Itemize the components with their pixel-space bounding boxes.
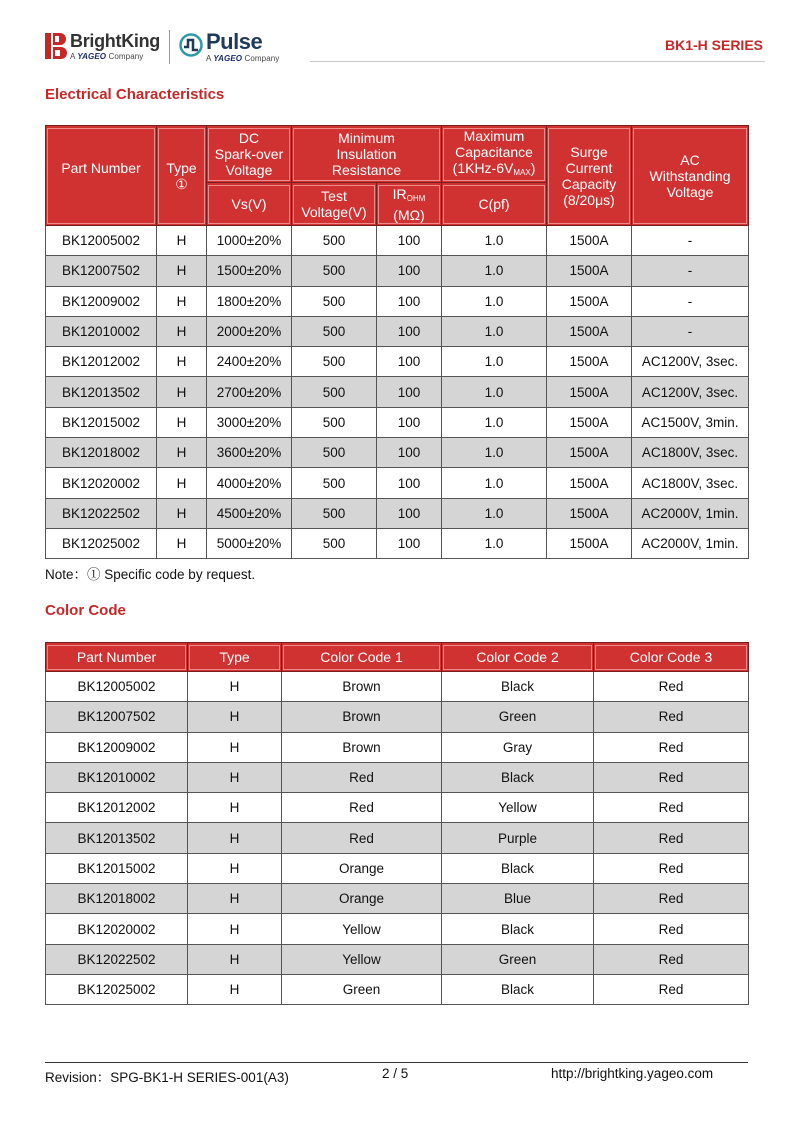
- header-rule: [310, 61, 765, 62]
- cell-part-number: BK12010002: [46, 316, 157, 346]
- cell-part-number: BK12018002: [46, 884, 188, 914]
- brightking-name: BrightKing: [70, 31, 160, 51]
- cell-color-code-3: Red: [594, 823, 749, 853]
- cell-color-code-3: Red: [594, 853, 749, 883]
- cell-ac-withstanding: -: [632, 256, 749, 286]
- cell-color-code-2: Blue: [442, 884, 594, 914]
- cell-ac-withstanding: AC1200V, 3sec.: [632, 347, 749, 377]
- col-header-type: [188, 643, 282, 672]
- table-row: [46, 823, 749, 853]
- col-header-color-code-1: [282, 643, 442, 672]
- cell-color-code-1: Red: [282, 823, 442, 853]
- cell-test-voltage: 500: [292, 377, 377, 407]
- cell-color-code-2: Yellow: [442, 793, 594, 823]
- cell-capacitance: 1.0: [442, 377, 547, 407]
- cell-test-voltage: 500: [292, 438, 377, 468]
- col-header-color-code-3: [594, 643, 749, 672]
- cell-surge-current: 1500A: [547, 316, 632, 346]
- col-header-color-code-2: [442, 643, 594, 672]
- table-row: [46, 347, 749, 377]
- cell-type: H: [188, 823, 282, 853]
- table-row: [46, 316, 749, 346]
- col-header-test-voltage: Test Voltage(V): [292, 183, 377, 226]
- cell-type: H: [188, 793, 282, 823]
- col-header-part-number: Part Number: [46, 126, 157, 226]
- cell-type: H: [157, 498, 207, 528]
- cell-part-number: BK12013502: [46, 377, 157, 407]
- cell-color-code-2: Black: [442, 974, 594, 1004]
- cell-ac-withstanding: AC1500V, 3min.: [632, 407, 749, 437]
- cell-spark-over-voltage: 1500±20%: [207, 256, 292, 286]
- brightking-tagline: A YAGEO Company: [70, 52, 144, 61]
- cell-insulation-resistance: 100: [377, 407, 442, 437]
- table-row: [46, 914, 749, 944]
- series-title: BK1-H SERIES: [664, 37, 763, 53]
- cell-surge-current: 1500A: [547, 438, 632, 468]
- cell-color-code-3: Red: [594, 793, 749, 823]
- cell-spark-over-voltage: 2700±20%: [207, 377, 292, 407]
- cell-type: H: [157, 226, 207, 256]
- cell-part-number: BK12025002: [46, 974, 188, 1004]
- cell-color-code-2: Black: [442, 672, 594, 702]
- cell-type: H: [188, 974, 282, 1004]
- cell-capacitance: 1.0: [442, 528, 547, 558]
- cell-ac-withstanding: AC1200V, 3sec.: [632, 377, 749, 407]
- cell-surge-current: 1500A: [547, 528, 632, 558]
- color-code-table: [45, 642, 749, 1005]
- cell-surge-current: 1500A: [547, 377, 632, 407]
- cell-color-code-1: Red: [282, 762, 442, 792]
- cell-ac-withstanding: -: [632, 226, 749, 256]
- cell-test-voltage: 500: [292, 468, 377, 498]
- brightking-mark-icon: [45, 33, 67, 59]
- col-header-part-number: [46, 643, 188, 672]
- cell-capacitance: 1.0: [442, 256, 547, 286]
- electrical-table: [45, 125, 749, 559]
- cell-test-voltage: 500: [292, 256, 377, 286]
- table-row: [46, 468, 749, 498]
- cell-spark-over-voltage: 1000±20%: [207, 226, 292, 256]
- cell-insulation-resistance: 100: [377, 347, 442, 377]
- pulse-logo: [179, 30, 279, 63]
- col-header-label: Color Code 3: [595, 645, 747, 670]
- cell-ac-withstanding: AC2000V, 1min.: [632, 498, 749, 528]
- cell-part-number: BK12022502: [46, 498, 157, 528]
- electrical-table-body: [46, 226, 749, 559]
- cell-test-voltage: 500: [292, 407, 377, 437]
- cell-test-voltage: 500: [292, 286, 377, 316]
- cell-color-code-2: Green: [442, 702, 594, 732]
- col-header-capacitance: Maximum Capacitance $(1KHz-6V_{MAX})$: [442, 126, 547, 183]
- col-header-cap-unit: C(pf): [442, 183, 547, 226]
- footer-url: http://brightking.yageo.com: [551, 1066, 714, 1081]
- cell-ac-withstanding: -: [632, 316, 749, 346]
- table-row: [46, 762, 749, 792]
- cell-part-number: BK12018002: [46, 438, 157, 468]
- cell-type: H: [157, 438, 207, 468]
- cell-part-number: BK12005002: [46, 672, 188, 702]
- cell-type: H: [157, 377, 207, 407]
- cell-spark-over-voltage: 4500±20%: [207, 498, 292, 528]
- cell-color-code-3: Red: [594, 702, 749, 732]
- cell-test-voltage: 500: [292, 316, 377, 346]
- cell-part-number: BK12007502: [46, 702, 188, 732]
- cell-type: H: [157, 316, 207, 346]
- cell-type: H: [188, 914, 282, 944]
- cell-type: H: [157, 256, 207, 286]
- page-header: [45, 28, 765, 68]
- table-row: [46, 732, 749, 762]
- cell-part-number: BK12020002: [46, 468, 157, 498]
- table-row: [46, 672, 749, 702]
- cell-surge-current: 1500A: [547, 468, 632, 498]
- col-header-vs-unit: Vs(V): [207, 183, 292, 226]
- cell-surge-current: 1500A: [547, 407, 632, 437]
- cell-ac-withstanding: AC2000V, 1min.: [632, 528, 749, 558]
- cell-insulation-resistance: 100: [377, 438, 442, 468]
- cell-type: H: [188, 732, 282, 762]
- cell-type: H: [188, 702, 282, 732]
- cell-insulation-resistance: 100: [377, 316, 442, 346]
- cell-spark-over-voltage: 3600±20%: [207, 438, 292, 468]
- cell-color-code-1: Orange: [282, 853, 442, 883]
- cell-part-number: BK12009002: [46, 286, 157, 316]
- cell-color-code-2: Black: [442, 762, 594, 792]
- cell-test-voltage: 500: [292, 347, 377, 377]
- cell-part-number: BK12015002: [46, 853, 188, 883]
- cell-color-code-3: Red: [594, 974, 749, 1004]
- table-row: [46, 702, 749, 732]
- table-row: [46, 256, 749, 286]
- cell-color-code-1: Red: [282, 793, 442, 823]
- cell-part-number: BK12005002: [46, 226, 157, 256]
- cell-spark-over-voltage: 2400±20%: [207, 347, 292, 377]
- cell-type: H: [188, 853, 282, 883]
- electrical-section-title: Electrical Characteristics: [45, 86, 225, 103]
- cell-part-number: BK12012002: [46, 347, 157, 377]
- col-header-label: Color Code 2: [443, 645, 592, 670]
- cell-spark-over-voltage: 1800±20%: [207, 286, 292, 316]
- col-header-dc-spark-over: DC Spark-over Voltage: [207, 126, 292, 183]
- cell-color-code-1: Brown: [282, 672, 442, 702]
- cell-test-voltage: 500: [292, 498, 377, 528]
- footer-revision: Revision：SPG-BK1-H SERIES-001(A3): [45, 1070, 289, 1085]
- brand-logos: [45, 30, 279, 64]
- cell-surge-current: 1500A: [547, 256, 632, 286]
- cell-insulation-resistance: 100: [377, 498, 442, 528]
- cell-color-code-2: Gray: [442, 732, 594, 762]
- color-code-table-body: [46, 672, 749, 1005]
- table-row: [46, 498, 749, 528]
- cell-color-code-3: Red: [594, 672, 749, 702]
- cell-type: H: [157, 468, 207, 498]
- cell-color-code-3: Red: [594, 732, 749, 762]
- cell-spark-over-voltage: 5000±20%: [207, 528, 292, 558]
- cell-part-number: BK12010002: [46, 762, 188, 792]
- cell-color-code-1: Brown: [282, 702, 442, 732]
- table-row: [46, 974, 749, 1004]
- cell-insulation-resistance: 100: [377, 256, 442, 286]
- cell-test-voltage: 500: [292, 528, 377, 558]
- cell-capacitance: 1.0: [442, 407, 547, 437]
- cell-color-code-1: Brown: [282, 732, 442, 762]
- table-row: [46, 286, 749, 316]
- cell-capacitance: 1.0: [442, 438, 547, 468]
- table-row: [46, 226, 749, 256]
- cell-part-number: BK12022502: [46, 944, 188, 974]
- col-header-ac-withstanding: AC Withstanding Voltage: [632, 126, 749, 226]
- cell-type: H: [157, 347, 207, 377]
- cell-surge-current: 1500A: [547, 226, 632, 256]
- cell-surge-current: 1500A: [547, 498, 632, 528]
- cell-type: H: [188, 762, 282, 792]
- cell-color-code-2: Purple: [442, 823, 594, 853]
- col-header-label: Type: [189, 645, 280, 670]
- cell-insulation-resistance: 100: [377, 286, 442, 316]
- cell-surge-current: 1500A: [547, 286, 632, 316]
- col-header-surge-current: Surge Current Capacity (8/20μs): [547, 126, 632, 226]
- logo-divider: [169, 30, 170, 64]
- cell-ac-withstanding: AC1800V, 3sec.: [632, 468, 749, 498]
- cell-part-number: BK12009002: [46, 732, 188, 762]
- col-header-insulation-resistance: Minimum Insulation Resistance: [292, 126, 442, 183]
- cell-part-number: BK12012002: [46, 793, 188, 823]
- cell-spark-over-voltage: 3000±20%: [207, 407, 292, 437]
- table-row: [46, 407, 749, 437]
- pulse-tagline: A YAGEO Company: [205, 54, 280, 63]
- cell-capacitance: 1.0: [442, 468, 547, 498]
- cell-insulation-resistance: 100: [377, 377, 442, 407]
- table-row: [46, 944, 749, 974]
- cell-capacitance: 1.0: [442, 226, 547, 256]
- cell-color-code-2: Black: [442, 914, 594, 944]
- table-row: [46, 438, 749, 468]
- cell-capacitance: 1.0: [442, 286, 547, 316]
- cell-surge-current: 1500A: [547, 347, 632, 377]
- cell-capacitance: 1.0: [442, 347, 547, 377]
- cell-type: H: [157, 528, 207, 558]
- cell-spark-over-voltage: 2000±20%: [207, 316, 292, 346]
- cell-part-number: BK12020002: [46, 914, 188, 944]
- table-row: [46, 377, 749, 407]
- cell-color-code-3: Red: [594, 914, 749, 944]
- cell-color-code-2: Green: [442, 944, 594, 974]
- cell-part-number: BK12013502: [46, 823, 188, 853]
- cell-test-voltage: 500: [292, 226, 377, 256]
- pulse-name: Pulse: [205, 29, 263, 54]
- cell-part-number: BK12007502: [46, 256, 157, 286]
- cell-color-code-1: Green: [282, 974, 442, 1004]
- cell-insulation-resistance: 100: [377, 468, 442, 498]
- cell-type: H: [188, 944, 282, 974]
- cell-color-code-3: Red: [594, 762, 749, 792]
- color-code-header-row: [46, 643, 749, 672]
- cell-ac-withstanding: -: [632, 286, 749, 316]
- cell-color-code-1: Yellow: [282, 944, 442, 974]
- cell-capacitance: 1.0: [442, 498, 547, 528]
- cell-type: H: [188, 672, 282, 702]
- table-row: [46, 853, 749, 883]
- footnote: Note：① Specific code by request.: [45, 567, 256, 582]
- table-row: [46, 884, 749, 914]
- table-row: [46, 793, 749, 823]
- col-header-label: Part Number: [47, 645, 186, 670]
- col-header-ir-ohm: $IR_{OHM}$ (MΩ): [377, 183, 442, 226]
- pulse-mark-icon: [179, 33, 203, 57]
- cell-color-code-3: Red: [594, 944, 749, 974]
- cell-ac-withstanding: AC1800V, 3sec.: [632, 438, 749, 468]
- cell-color-code-2: Black: [442, 853, 594, 883]
- cell-type: H: [157, 286, 207, 316]
- color-code-section-title: Color Code: [45, 602, 126, 619]
- cell-insulation-resistance: 100: [377, 528, 442, 558]
- footer-page-number: 2 / 5: [382, 1066, 409, 1081]
- cell-insulation-resistance: 100: [377, 226, 442, 256]
- col-header-type: Type ①: [157, 126, 207, 226]
- cell-type: H: [157, 407, 207, 437]
- cell-color-code-3: Red: [594, 884, 749, 914]
- table-row: [46, 528, 749, 558]
- footer-rule: [45, 1062, 748, 1063]
- cell-capacitance: 1.0: [442, 316, 547, 346]
- cell-type: H: [188, 884, 282, 914]
- cell-part-number: BK12015002: [46, 407, 157, 437]
- cell-part-number: BK12025002: [46, 528, 157, 558]
- cell-spark-over-voltage: 4000±20%: [207, 468, 292, 498]
- cell-color-code-1: Yellow: [282, 914, 442, 944]
- brightking-logo: [45, 30, 160, 61]
- cell-color-code-1: Orange: [282, 884, 442, 914]
- col-header-label: Color Code 1: [283, 645, 440, 670]
